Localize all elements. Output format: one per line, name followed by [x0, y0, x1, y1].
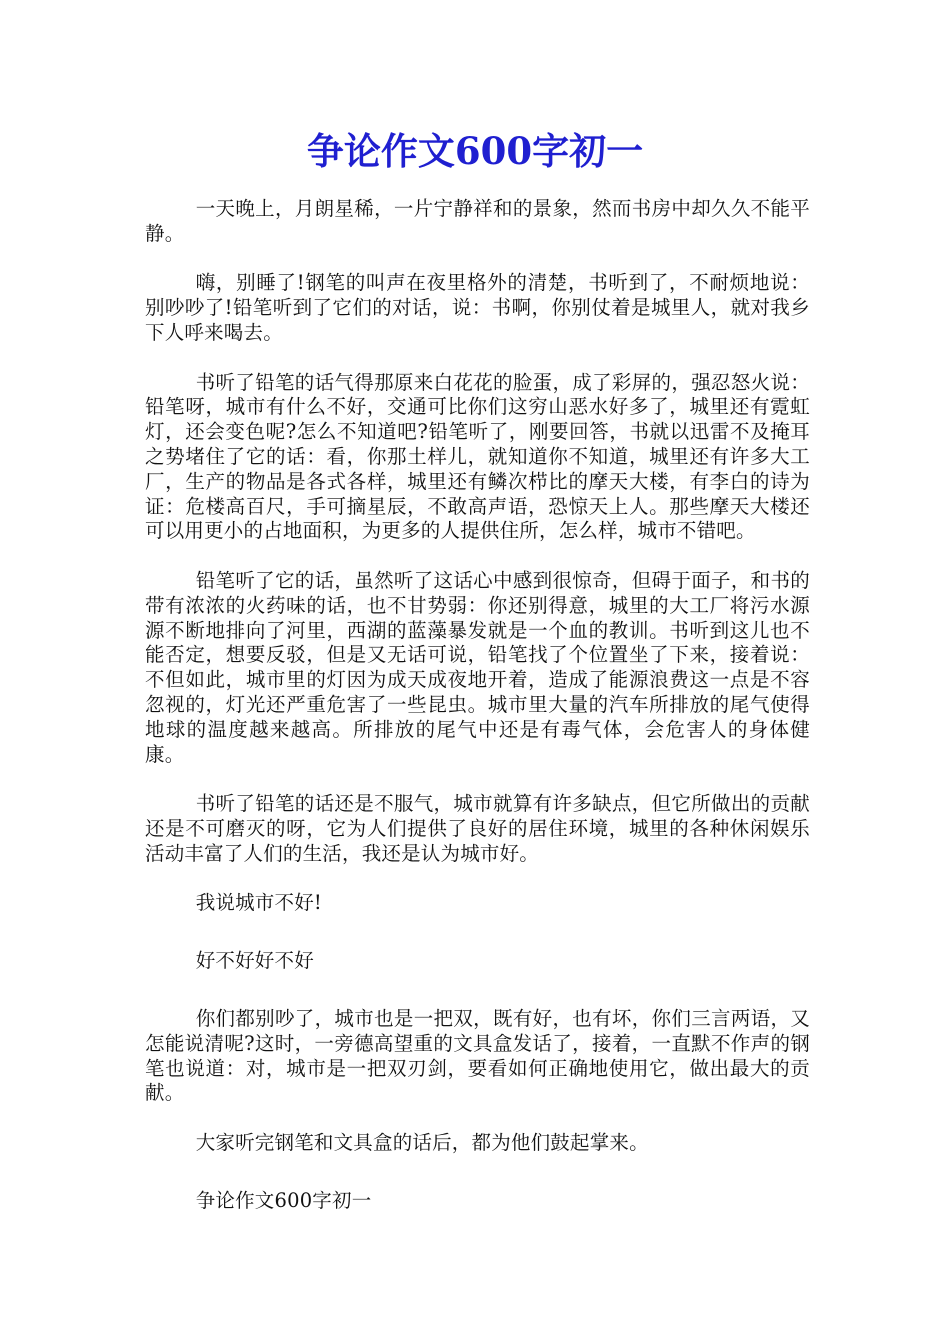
paragraph-10: 争论作文600字初一: [195, 1188, 372, 1212]
paragraph-3: 书听了铅笔的话气得那原来白花花的脸蛋，成了彩屏的，强忍怒火说：铅笔呀，城市有什么不好，交通可比你们这穷山恶水好多了，城里还有霓虹灯，还会变色呢?怎么不知道吧?铅笔听了，刚要回答，书就以迅雷不及掩耳之势堵住了它的话：看，你那土样儿，就知道你不知道，城里还有许多大工厂，生产的物品是各式各样，城里还有鳞次栉比的摩天大楼，有李白的诗为证：危楼高百尺，手可摘星辰，不敢高声语，恐惊天上人。那些摩天大楼还可以用更小的占地面积，为更多的人提供住所，怎么样，城市不错吧。: [145, 370, 810, 543]
paragraph-2: 嗨，别睡了!钢笔的叫声在夜里格外的清楚，书听到了，不耐烦地说：别吵吵了!铅笔听到了它们的对话，说：书啊，你别仗着是城里人，就对我乡下人呼来喝去。: [145, 271, 810, 344]
paragraph-9: 大家听完钢笔和文具盒的话后，都为他们鼓起掌来。: [195, 1130, 649, 1154]
paragraph-6: 我说城市不好!: [195, 891, 322, 915]
article-body: [145, 197, 810, 1238]
page-title: 争论作文600字初一: [306, 129, 644, 173]
paragraph-1: 一天晚上，月朗星稀，一片宁静祥和的景象，然而书房中却久久不能平静。: [145, 197, 810, 245]
paragraph-4: 铅笔听了它的话，虽然听了这话心中感到很惊奇，但碍于面子，和书的带有浓浓的火药味的话，也不甘势弱：你还别得意，城里的大工厂将污水源源不断地排向了河里，西湖的蓝藻暴发就是一个血的教训。书听到这儿也不能否定，想要反驳，但是又无话可说，铅笔找了个位置坐了下来，接着说：不但如此，城市里的灯因为成天成夜地开着，造成了能源浪费这一点是不容忽视的，灯光还严重危害了一些昆虫。城市里大量的汽车所排放的尾气使得地球的温度越来越高。所排放的尾气中还是有毒气体，会危害人的身体健康。: [145, 568, 810, 766]
paragraph-7: 好不好好不好: [195, 949, 314, 973]
paragraph-5: 书听了铅笔的话还是不服气，城市就算有许多缺点，但它所做出的贡献还是不可磨灭的呀，它为人们提供了良好的居住环境，城里的各种休闲娱乐活动丰富了人们的生活，我还是认为城市好。: [145, 792, 810, 865]
paragraph-8: 你们都别吵了，城市也是一把双，既有好，也有坏，你们三言两语，又怎能说清呢?这时，一旁德高望重的文具盒发话了，接着，一直默不作声的钢笔也说道：对，城市是一把双刃剑，要看如何正确地使用它，做出最大的贡献。: [145, 1006, 810, 1105]
